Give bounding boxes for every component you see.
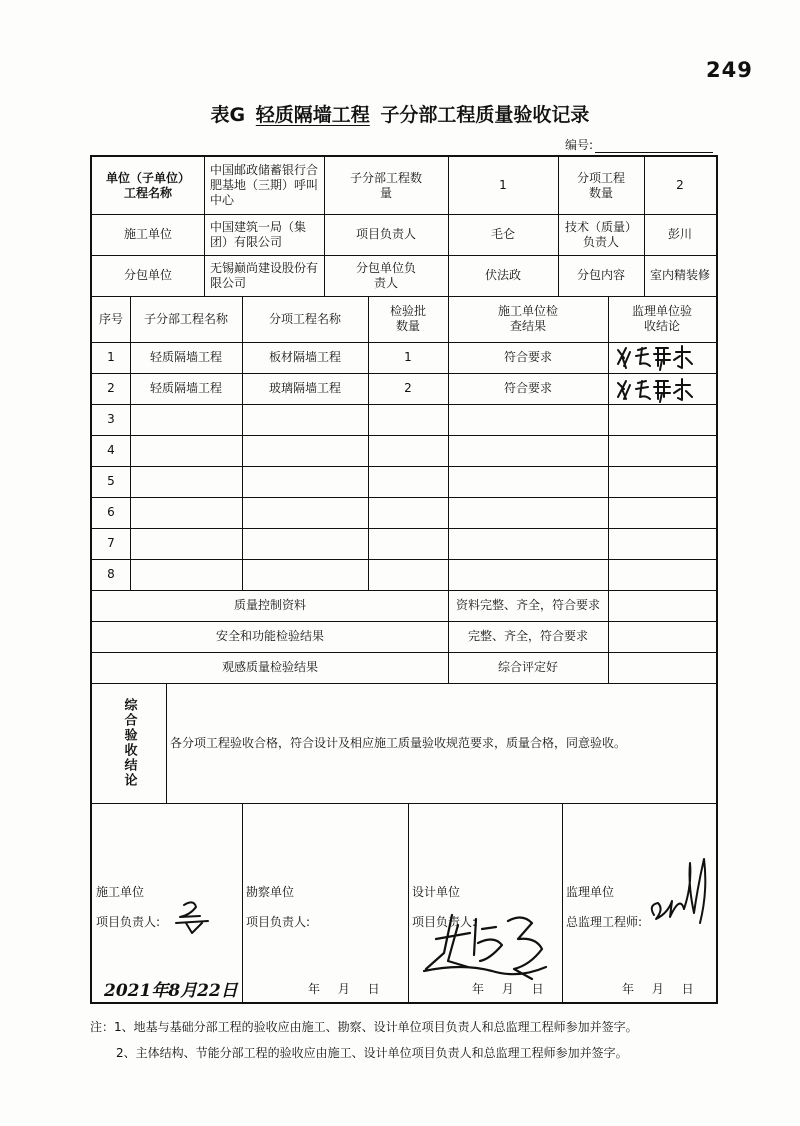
title-prefix: 表G — [210, 104, 246, 126]
row-sub-division: 轻质隔墙工程 — [149, 350, 222, 364]
footnote-1: 注：1、地基与基础分部工程的验收应由施工、勘察、设计单位项目负责人和总监理工程师参加并签字。 — [90, 1020, 638, 1034]
row-number: 5 — [107, 474, 115, 488]
appearance-quality-label: 观感质量检验结果 — [221, 660, 318, 674]
signature-unit-survey: 勘察单位 — [246, 885, 295, 899]
page-number: 249 — [706, 58, 753, 82]
row-item: 玻璃隔墙工程 — [268, 381, 341, 395]
row-number: 4 — [107, 443, 115, 457]
footnotes — [90, 1014, 638, 1066]
sub-division-count-value: 1 — [499, 178, 507, 192]
signature-role-design: 项目负责人: — [412, 915, 477, 929]
title-project-name: 轻质隔墙工程 — [255, 104, 370, 126]
signature-unit-supervision: 监理单位 — [566, 885, 615, 899]
grid-line — [92, 466, 716, 467]
grid-line — [608, 296, 609, 683]
conclusion-label: 综合验收结论 — [121, 698, 137, 788]
item-count-label: 分项工程数量 — [576, 170, 625, 200]
row-constructor-result: 符合要求 — [503, 350, 552, 364]
signature-date-design: 年 月 日 — [472, 982, 544, 996]
col-header-batch-count: 检验批数量 — [390, 304, 427, 333]
signature-role-supervision: 总监理工程师: — [566, 915, 643, 929]
row-number: 3 — [107, 412, 115, 426]
constructor-label: 施工单位 — [123, 227, 172, 241]
handwritten-signature-supervision — [648, 855, 714, 931]
constructor-value: 中国建筑一局（集团）有限公司 — [210, 219, 307, 249]
acceptance-record-table — [90, 155, 718, 1004]
unit-label: 单位（子单位）工程名称 — [106, 170, 191, 200]
project-manager-value: 毛仑 — [490, 227, 515, 241]
subcontractor-manager-label: 分包单位负责人 — [356, 260, 417, 290]
grid-line — [92, 497, 716, 498]
subcontractor-value: 无锡巅尚建设股份有限公司 — [210, 260, 319, 290]
serial-number-field — [565, 136, 713, 153]
sub-division-count-label: 子分部工程数量 — [350, 170, 423, 200]
technical-lead-value: 彭川 — [667, 227, 692, 241]
grid-line — [92, 559, 716, 560]
technical-lead-label: 技术（质量）负责人 — [564, 219, 637, 249]
row-number: 6 — [107, 505, 115, 519]
subcontract-content-value: 室内精装修 — [649, 268, 710, 282]
row-constructor-result: 符合要求 — [503, 381, 552, 395]
handwritten-conclusion-row-2 — [612, 375, 712, 403]
signature-unit-design: 设计单位 — [412, 885, 461, 899]
col-header-item: 分项工程名称 — [268, 311, 341, 326]
row-sub-division: 轻质隔墙工程 — [149, 381, 222, 395]
grid-line — [562, 803, 563, 1002]
grid-line — [92, 404, 716, 405]
grid-line — [92, 803, 716, 804]
signature-role-construction: 项目负责人: — [96, 915, 161, 929]
serial-blank — [595, 140, 713, 153]
signature-date-supervision: 年 月 日 — [622, 982, 694, 996]
grid-line — [92, 435, 716, 436]
quality-control-label: 质量控制资料 — [233, 598, 306, 612]
safety-function-value: 完整、齐全，符合要求 — [467, 629, 588, 643]
row-number: 7 — [107, 536, 115, 550]
subcontract-content-label: 分包内容 — [576, 268, 625, 282]
grid-line — [242, 803, 243, 1002]
unit-value: 中国邮政储蓄银行合肥基地（三期）呼叫中心 — [210, 163, 319, 207]
conclusion-text: 各分项工程验收合格，符合设计及相应施工质量验收规范要求，质量合格，同意验收。 — [170, 735, 627, 750]
row-batch-count: 2 — [404, 381, 412, 395]
subcontractor-label: 分包单位 — [123, 268, 172, 282]
signature-role-survey: 项目负责人: — [246, 915, 311, 929]
handwritten-signature-design — [422, 909, 552, 987]
form-title — [0, 100, 800, 127]
handwritten-conclusion-row-1 — [612, 344, 712, 372]
row-number: 8 — [107, 567, 115, 581]
serial-label: 编号: — [565, 138, 594, 152]
handwritten-date-construction: 2021年8月22日 — [104, 981, 238, 1001]
quality-control-value: 资料完整、齐全，符合要求 — [456, 598, 601, 612]
handwritten-signature-construction — [170, 899, 220, 935]
col-header-constructor-result: 施工单位检查结果 — [497, 304, 558, 333]
title-suffix: 子分部工程质量验收记录 — [380, 104, 590, 126]
row-number: 1 — [107, 350, 115, 364]
item-count-value: 2 — [676, 178, 684, 192]
appearance-quality-value: 综合评定好 — [497, 660, 558, 674]
grid-line — [408, 803, 409, 1002]
safety-function-label: 安全和功能检验结果 — [215, 629, 324, 643]
col-header-supervisor-conclusion: 监理单位验收结论 — [631, 304, 692, 333]
col-header-sub-division: 子分部工程名称 — [143, 311, 228, 326]
row-batch-count: 1 — [404, 350, 412, 364]
signature-date-survey: 年 月 日 — [308, 982, 380, 996]
footnote-2: 2、主体结构、节能分部工程的验收应由施工、设计单位项目负责人和总监理工程师参加并签字。 — [116, 1046, 628, 1060]
row-number: 2 — [107, 381, 115, 395]
grid-line — [92, 528, 716, 529]
row-item: 板材隔墙工程 — [268, 350, 341, 364]
subcontractor-manager-value: 伏法政 — [484, 268, 521, 282]
signature-unit-construction: 施工单位 — [96, 885, 145, 899]
project-manager-label: 项目负责人 — [355, 227, 416, 241]
col-header-no: 序号 — [98, 311, 123, 326]
